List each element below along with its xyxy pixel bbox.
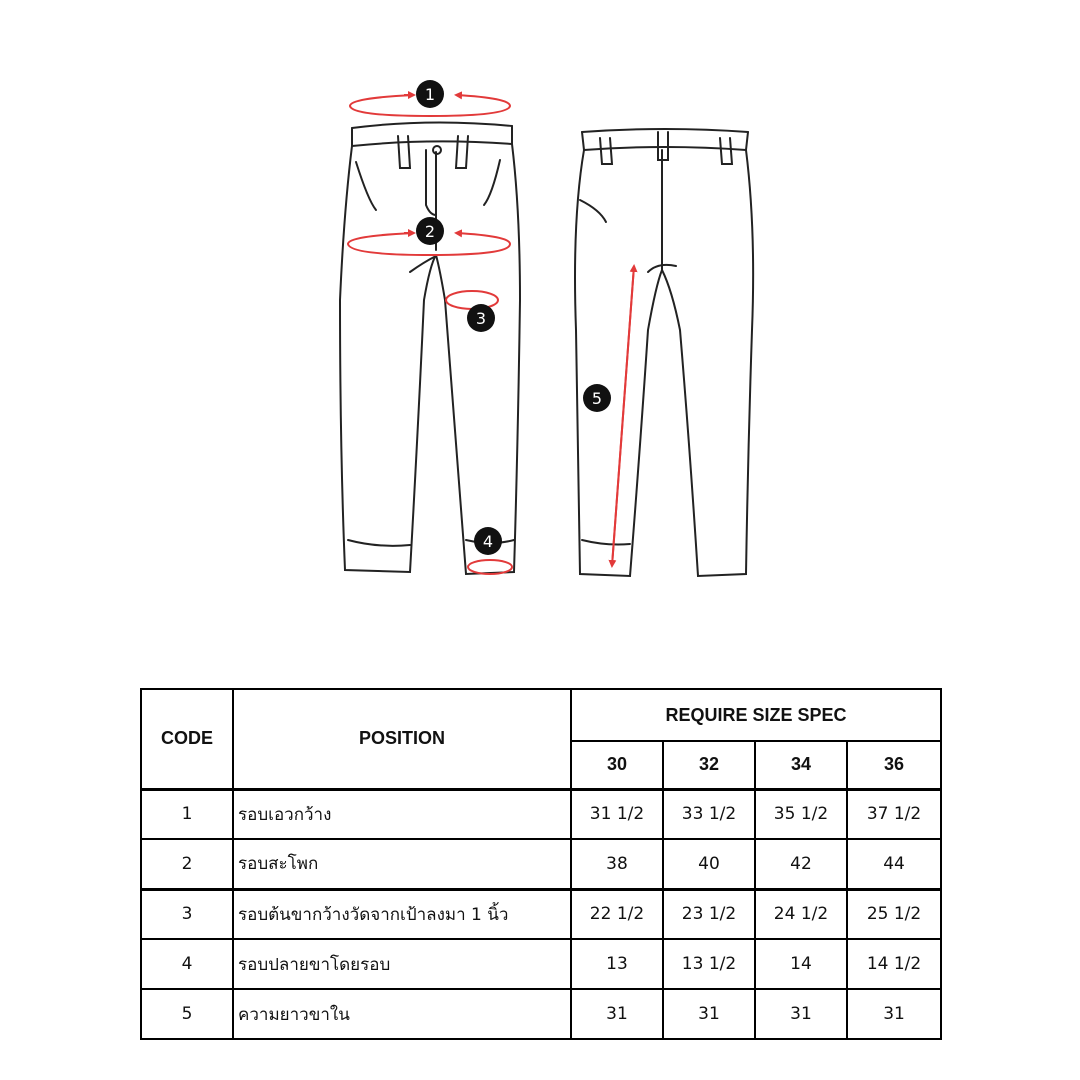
- marker-1: [416, 80, 444, 108]
- table-row: [141, 889, 941, 939]
- row-code: 2: [141, 839, 233, 889]
- svg-text:2: 2: [424, 222, 436, 241]
- svg-text:1: 1: [424, 85, 436, 104]
- row-value: 31 1/2: [571, 789, 663, 839]
- row-code: 1: [141, 789, 233, 839]
- position-header: POSITION: [233, 689, 571, 789]
- row-value: 40: [663, 839, 755, 889]
- row-value: 31: [571, 989, 663, 1039]
- svg-text:5: 5: [591, 389, 603, 408]
- marker-5: [583, 384, 611, 412]
- marker-4: [474, 527, 502, 555]
- marker-2: [416, 217, 444, 245]
- code-header: CODE: [141, 689, 233, 789]
- row-value: 37 1/2: [847, 789, 941, 839]
- row-position: รอบปลายขาโดยรอบ: [233, 939, 571, 989]
- row-position: ความยาวขาใน: [233, 989, 571, 1039]
- table-row: [141, 989, 941, 1039]
- row-code: 3: [141, 889, 233, 939]
- row-value: 14: [755, 939, 847, 989]
- row-value: 38: [571, 839, 663, 889]
- row-value: 31: [663, 989, 755, 1039]
- front-pants-outline: [340, 122, 520, 574]
- row-position: รอบเอวกว้าง: [233, 789, 571, 839]
- row-code: 5: [141, 989, 233, 1039]
- row-value: 22 1/2: [571, 889, 663, 939]
- row-value: 23 1/2: [663, 889, 755, 939]
- back-pants-outline: [575, 129, 753, 576]
- size-header-30: 30: [571, 741, 663, 789]
- table-row: [141, 939, 941, 989]
- row-value: 13: [571, 939, 663, 989]
- row-value: 42: [755, 839, 847, 889]
- row-position: รอบสะโพก: [233, 839, 571, 889]
- spec-header: REQUIRE SIZE SPEC: [571, 689, 941, 741]
- row-value: 25 1/2: [847, 889, 941, 939]
- row-value: 13 1/2: [663, 939, 755, 989]
- row-value: 33 1/2: [663, 789, 755, 839]
- row-value: 31: [755, 989, 847, 1039]
- svg-text:4: 4: [482, 532, 494, 551]
- row-position: รอบต้นขากว้างวัดจากเป้าลงมา 1 นิ้ว: [233, 889, 571, 939]
- size-header-32: 32: [663, 741, 755, 789]
- row-code: 4: [141, 939, 233, 989]
- size-header-36: 36: [847, 741, 941, 789]
- row-value: 35 1/2: [755, 789, 847, 839]
- measurement-arrows: [348, 95, 634, 574]
- row-value: 24 1/2: [755, 889, 847, 939]
- table-row: [141, 789, 941, 839]
- row-value: 44: [847, 839, 941, 889]
- size-header-34: 34: [755, 741, 847, 789]
- marker-3: [467, 304, 495, 332]
- row-value: 14 1/2: [847, 939, 941, 989]
- svg-text:3: 3: [475, 309, 487, 328]
- size-spec-table: [140, 688, 942, 1040]
- table-row: [141, 839, 941, 889]
- row-value: 31: [847, 989, 941, 1039]
